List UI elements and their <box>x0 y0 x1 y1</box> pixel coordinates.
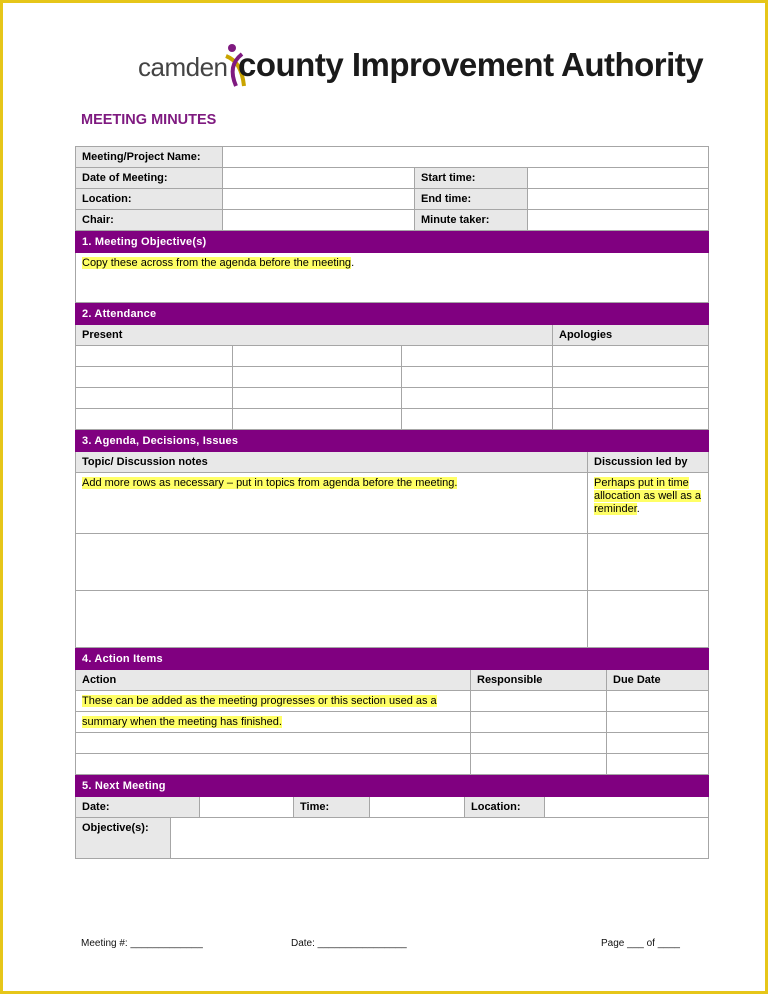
agenda-row <box>76 591 709 648</box>
next-date-label: Date: <box>76 797 200 818</box>
attendance-header: 2. Attendance <box>76 304 709 325</box>
next-date-field[interactable] <box>200 797 294 818</box>
attendance-row <box>76 367 709 388</box>
meeting-name-label: Meeting/Project Name: <box>76 147 223 168</box>
minutes-form <box>75 146 709 859</box>
location-label: Location: <box>76 189 223 210</box>
minute-taker-field[interactable] <box>528 210 709 231</box>
attendance-row <box>76 409 709 430</box>
chair-label: Chair: <box>76 210 223 231</box>
action-row <box>76 754 709 775</box>
actions-header: 4. Action Items <box>76 649 709 670</box>
attendance-section <box>75 303 709 430</box>
meeting-name-field[interactable] <box>223 147 709 168</box>
objective-note: Copy these across from the agenda before the meeting <box>82 257 352 269</box>
action-row <box>76 712 709 733</box>
action-row <box>76 691 709 712</box>
action-row <box>76 733 709 754</box>
location-field[interactable] <box>223 189 415 210</box>
logo-camden: camden <box>138 52 228 82</box>
next-time-label: Time: <box>294 797 370 818</box>
end-time-field[interactable] <box>528 189 709 210</box>
objective-field[interactable]: Copy these across from the agenda before the meeting. <box>76 253 709 303</box>
topic-header: Topic/ Discussion notes <box>76 452 588 473</box>
due-date-header: Due Date <box>607 670 709 691</box>
attendance-row <box>76 388 709 409</box>
footer-date: Date: ________________ <box>291 938 407 949</box>
actions-section <box>75 648 709 775</box>
next-location-label: Location: <box>465 797 545 818</box>
info-table <box>75 146 709 231</box>
next-meeting-section <box>75 775 709 859</box>
date-label: Date of Meeting: <box>76 168 223 189</box>
page-title: MEETING MINUTES <box>81 112 217 128</box>
agenda-header: 3. Agenda, Decisions, Issues <box>76 431 709 452</box>
chair-field[interactable] <box>223 210 415 231</box>
action-note-2: summary when the meeting has finished. <box>82 716 282 728</box>
attendance-row <box>76 346 709 367</box>
objectives-field[interactable] <box>171 818 709 859</box>
next-location-field[interactable] <box>545 797 709 818</box>
led-by-note: Perhaps put in time allocation as well as a reminder <box>594 477 702 515</box>
next-meeting-header: 5. Next Meeting <box>76 776 709 797</box>
logo <box>138 40 704 92</box>
action-header: Action <box>76 670 471 691</box>
present-header: Present <box>76 325 553 346</box>
start-time-label: Start time: <box>415 168 528 189</box>
minute-taker-label: Minute taker: <box>415 210 528 231</box>
footer-page: Page ___ of ____ <box>601 938 680 949</box>
date-field[interactable] <box>223 168 415 189</box>
agenda-note: Add more rows as necessary – put in topics from agenda before the meeting. <box>82 477 458 489</box>
objective-header: 1. Meeting Objective(s) <box>76 232 709 253</box>
next-time-field[interactable] <box>370 797 465 818</box>
footer-meeting-number: Meeting #: _____________ <box>81 938 203 949</box>
responsible-header: Responsible <box>471 670 607 691</box>
start-time-field[interactable] <box>528 168 709 189</box>
agenda-section <box>75 430 709 648</box>
agenda-row: Add more rows as necessary – put in topics from agenda before the meeting. Perhaps put in time allocation as well as a reminder. <box>76 473 709 534</box>
led-by-header: Discussion led by <box>588 452 709 473</box>
action-note-1: These can be added as the meeting progresses or this section used as a <box>82 695 437 707</box>
objective-section <box>75 231 709 303</box>
apologies-header: Apologies <box>553 325 709 346</box>
agenda-row <box>76 534 709 591</box>
logo-county: county Improvement Authority <box>238 46 704 83</box>
end-time-label: End time: <box>415 189 528 210</box>
objectives-label: Objective(s): <box>76 818 171 859</box>
